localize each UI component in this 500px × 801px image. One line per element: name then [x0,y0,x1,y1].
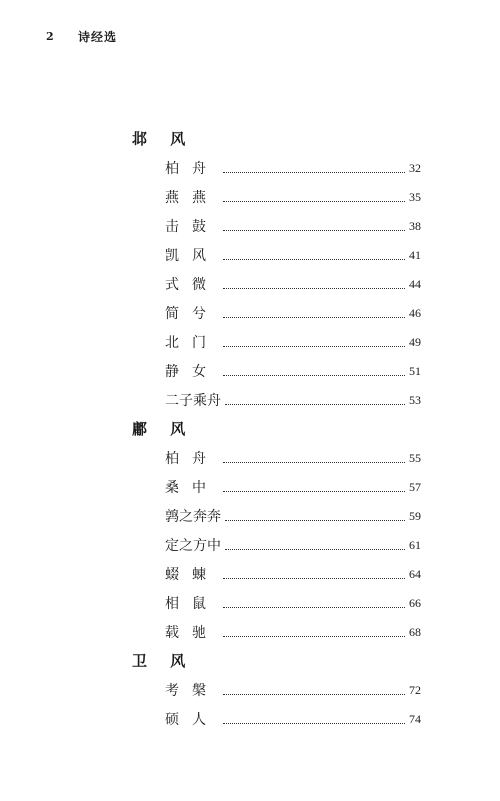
toc-entry[interactable] [165,213,421,239]
dot-leader [223,722,405,724]
dot-leader [223,287,405,289]
dot-leader [223,635,405,637]
toc-entry-page-number: 49 [409,334,421,349]
dot-leader [223,316,405,318]
toc-entry-page-number: 46 [409,305,421,320]
toc-entry[interactable] [165,387,421,413]
toc-section-heading: 鄘 风 [132,420,195,438]
toc-entry-page-number: 55 [409,450,421,465]
dot-leader [223,461,405,463]
toc-entry-title: 桑中 [165,480,219,496]
toc-entry[interactable] [165,590,421,616]
toc-entry-title: 载驰 [165,625,219,641]
dot-leader [225,519,405,521]
toc-entry-page-number: 66 [409,595,421,610]
dot-leader [223,200,405,202]
toc-entry[interactable] [165,329,421,355]
dot-leader [223,345,405,347]
toc-entry-page-number: 59 [409,508,421,523]
toc-entry[interactable] [165,677,421,703]
dot-leader [225,548,405,550]
toc-entry-page-number: 64 [409,566,421,581]
toc-entry-page-number: 35 [409,189,421,204]
toc-entry-page-number: 44 [409,276,421,291]
dot-leader [223,374,405,376]
toc-entry[interactable] [165,619,421,645]
toc-entry-page-number: 72 [409,682,421,697]
toc-entry[interactable] [165,445,421,471]
dot-leader [223,693,405,695]
toc-entry-page-number: 68 [409,624,421,639]
toc-entry[interactable] [165,474,421,500]
toc-entry-page-number: 53 [409,392,421,407]
page-number: 2 [46,29,54,43]
toc-entry[interactable] [165,300,421,326]
toc-entry-page-number: 74 [409,711,421,726]
toc-entry-title: 击鼓 [165,219,219,235]
toc-entry-page-number: 41 [409,247,421,262]
toc-entry-title: 柏舟 [165,161,219,177]
dot-leader [223,577,405,579]
dot-leader [223,490,405,492]
toc-entry[interactable] [165,184,421,210]
toc-entry-page-number: 57 [409,479,421,494]
dot-leader [223,171,405,173]
toc-entry-title: 凯风 [165,248,219,264]
toc-entry[interactable] [165,503,421,529]
toc-entry[interactable] [165,561,421,587]
toc-entry-title: 式微 [165,277,219,293]
toc-entry-title: 硕人 [165,712,219,728]
toc-entry-title: 静女 [165,364,219,380]
book-title: 诗经选 [78,29,118,44]
dot-leader [223,606,405,608]
toc-entry-title: 定之方中 [165,538,221,554]
toc-entry-title: 燕燕 [165,190,219,206]
toc-entry[interactable] [165,532,421,558]
toc-entry-title: 鹑之奔奔 [165,509,221,525]
toc-entry-title: 蝃蝀 [165,567,219,583]
toc-entry[interactable] [165,358,421,384]
toc-section-heading: 邶 风 [132,130,195,148]
toc-entry-title: 柏舟 [165,451,219,467]
toc-entry-page-number: 32 [409,160,421,175]
toc-entry-title: 考槃 [165,683,219,699]
toc-entry[interactable] [165,271,421,297]
toc-entry-title: 相鼠 [165,596,219,612]
toc-entry-page-number: 51 [409,363,421,378]
toc-entry-page-number: 38 [409,218,421,233]
toc-entry-title: 简兮 [165,306,219,322]
dot-leader [223,229,405,231]
toc-entry[interactable] [165,242,421,268]
dot-leader [223,258,405,260]
toc-entry[interactable] [165,706,421,732]
dot-leader [225,403,405,405]
toc-section-heading: 卫 风 [132,652,195,670]
toc-entry[interactable] [165,155,421,181]
toc-entry-page-number: 61 [409,537,421,552]
toc-entry-title: 二子乘舟 [165,393,221,409]
toc-entry-title: 北门 [165,335,219,351]
